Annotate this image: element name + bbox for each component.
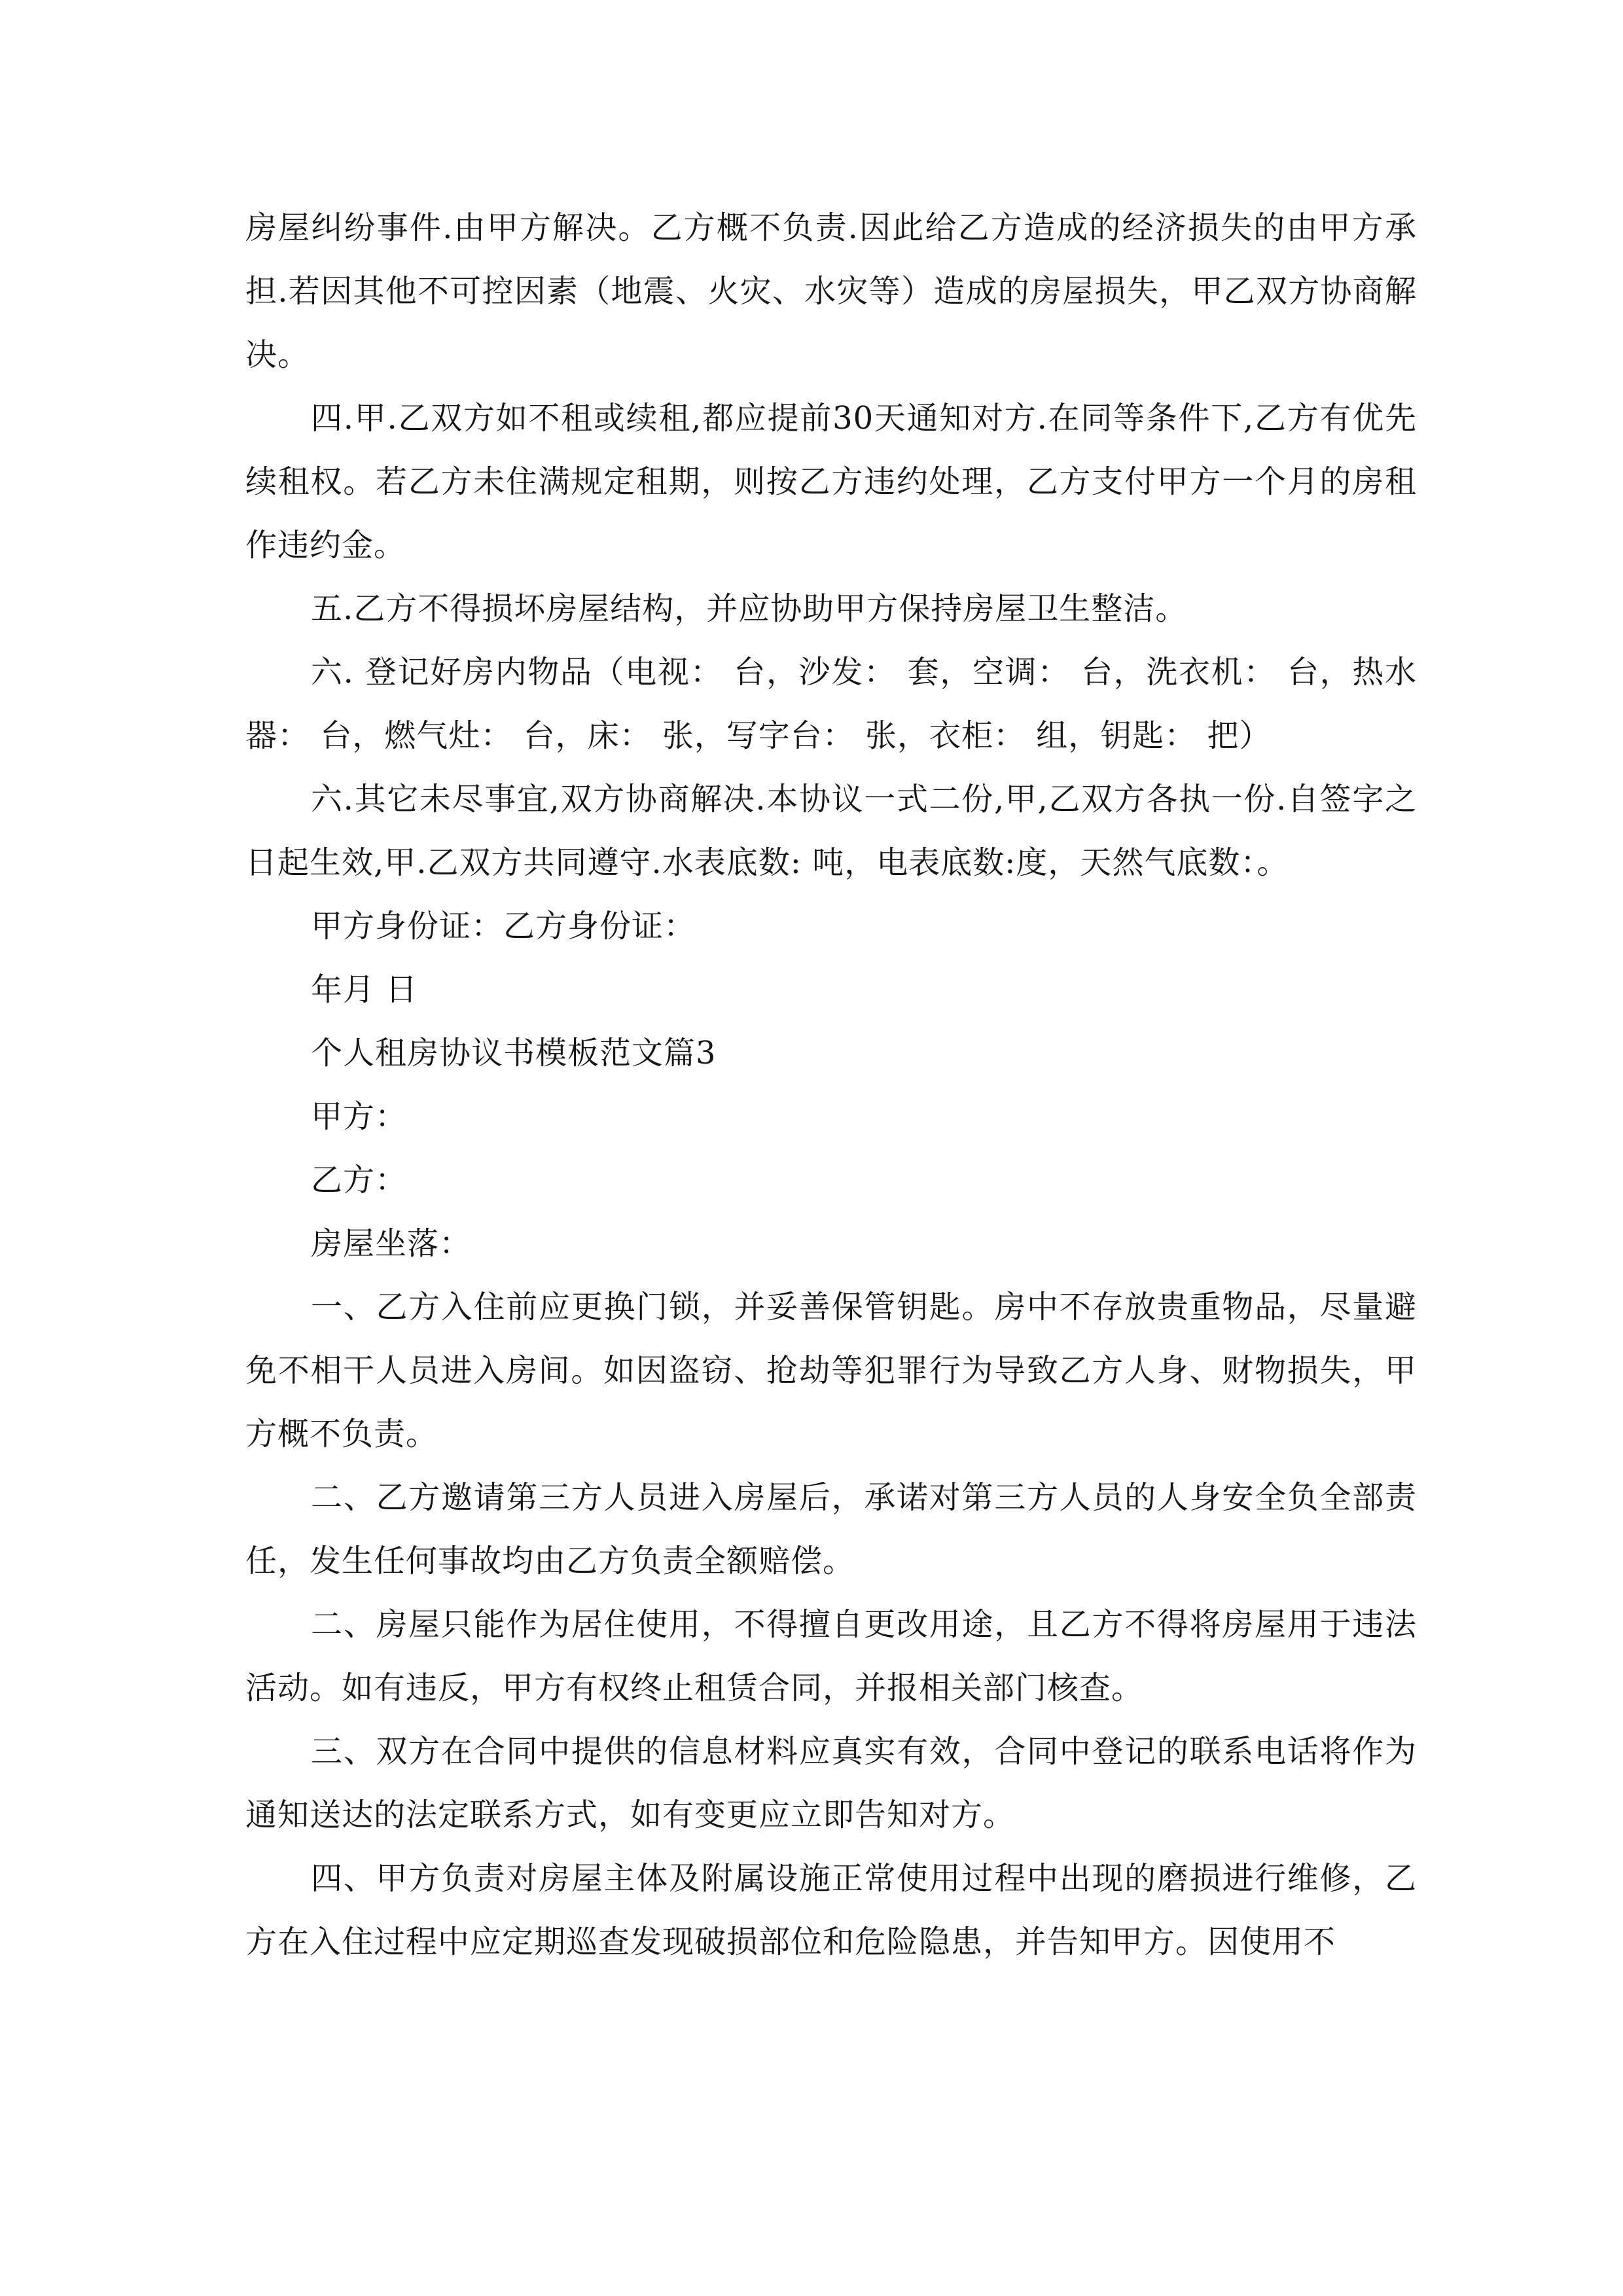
party-b-label: 乙方： xyxy=(311,1162,408,1198)
paragraph-clause-6-other-matters: 六.其它未尽事宜,双方协商解决.本协议一式二份,甲,乙双方各执一份.自签字之日起生效,甲.乙双方共同遵守.水表底数: 吨，电表底数:度，天然气底数：。 xyxy=(245,781,1417,881)
paragraph-clause-2-third-party: 二、乙方邀请第三方人员进入房屋后，承诺对第三方人员的人身安全负全部责任，发生任何事故均由乙方负责全额赔偿。 xyxy=(245,1479,1417,1579)
paragraph-clause-3-information: 三、双方在合同中提供的信息材料应真实有效，合同中登记的联系电话将作为通知送达的法定联系方式，如有变更应立即告知对方。 xyxy=(245,1733,1417,1833)
section-title-template-3: 个人租房协议书模板范文篇3 xyxy=(311,1035,717,1071)
party-a-label: 甲方： xyxy=(311,1098,408,1135)
paragraph-clause-4-renewal: 四.甲.乙双方如不租或续租,都应提前30天通知对方.在同等条件下,乙方有优先续租权。若乙方未住满规定租期，则按乙方违约处理，乙方支付甲方一个月的房租作违约金。 xyxy=(245,400,1417,564)
paragraph-clause-1-locks: 一、乙方入住前应更换门锁，并妥善保管钥匙。房中不存放贵重物品，尽量避免不相干人员进入房间。如因盗窃、抢劫等犯罪行为导致乙方人身、财物损失，甲方概不负责。 xyxy=(245,1289,1417,1452)
paragraph-clause-5-structure: 五.乙方不得损坏房屋结构，并应协助甲方保持房屋卫生整洁。 xyxy=(311,590,1188,627)
paragraph-clause-2-residential-use: 二、房屋只能作为居住使用，不得擅自更改用途，且乙方不得将房屋用于违法活动。如有违反，甲方有权终止租赁合同，并报相关部门核查。 xyxy=(245,1606,1417,1706)
property-location-label: 房屋坐落： xyxy=(311,1225,472,1262)
paragraph-clause-6-inventory: 六. 登记好房内物品（电视： 台，沙发： 套，空调： 台，洗衣机： 台，热水器： 台，燃气灶： 台，床： 张，写字台： 张，衣柜： 组，钥匙： 把） xyxy=(245,654,1417,754)
paragraph-dispute-liability: 房屋纠纷事件.由甲方解决。乙方概不负责.因此给乙方造成的经济损失的由甲方承担.若因其他不可控因素（地震、火灾、水灾等）造成的房屋损失，甲乙双方协商解决。 xyxy=(245,209,1417,373)
paragraph-date: 年月 日 xyxy=(311,971,418,1008)
paragraph-id-cards: 甲方身份证：乙方身份证： xyxy=(311,908,696,944)
document-body xyxy=(245,196,1417,1974)
paragraph-clause-4-maintenance: 四、甲方负责对房屋主体及附属设施正常使用过程中出现的磨损进行维修，乙方在入住过程中应定期巡查发现破损部位和危险隐患，并告知甲方。因使用不 xyxy=(245,1860,1417,1960)
